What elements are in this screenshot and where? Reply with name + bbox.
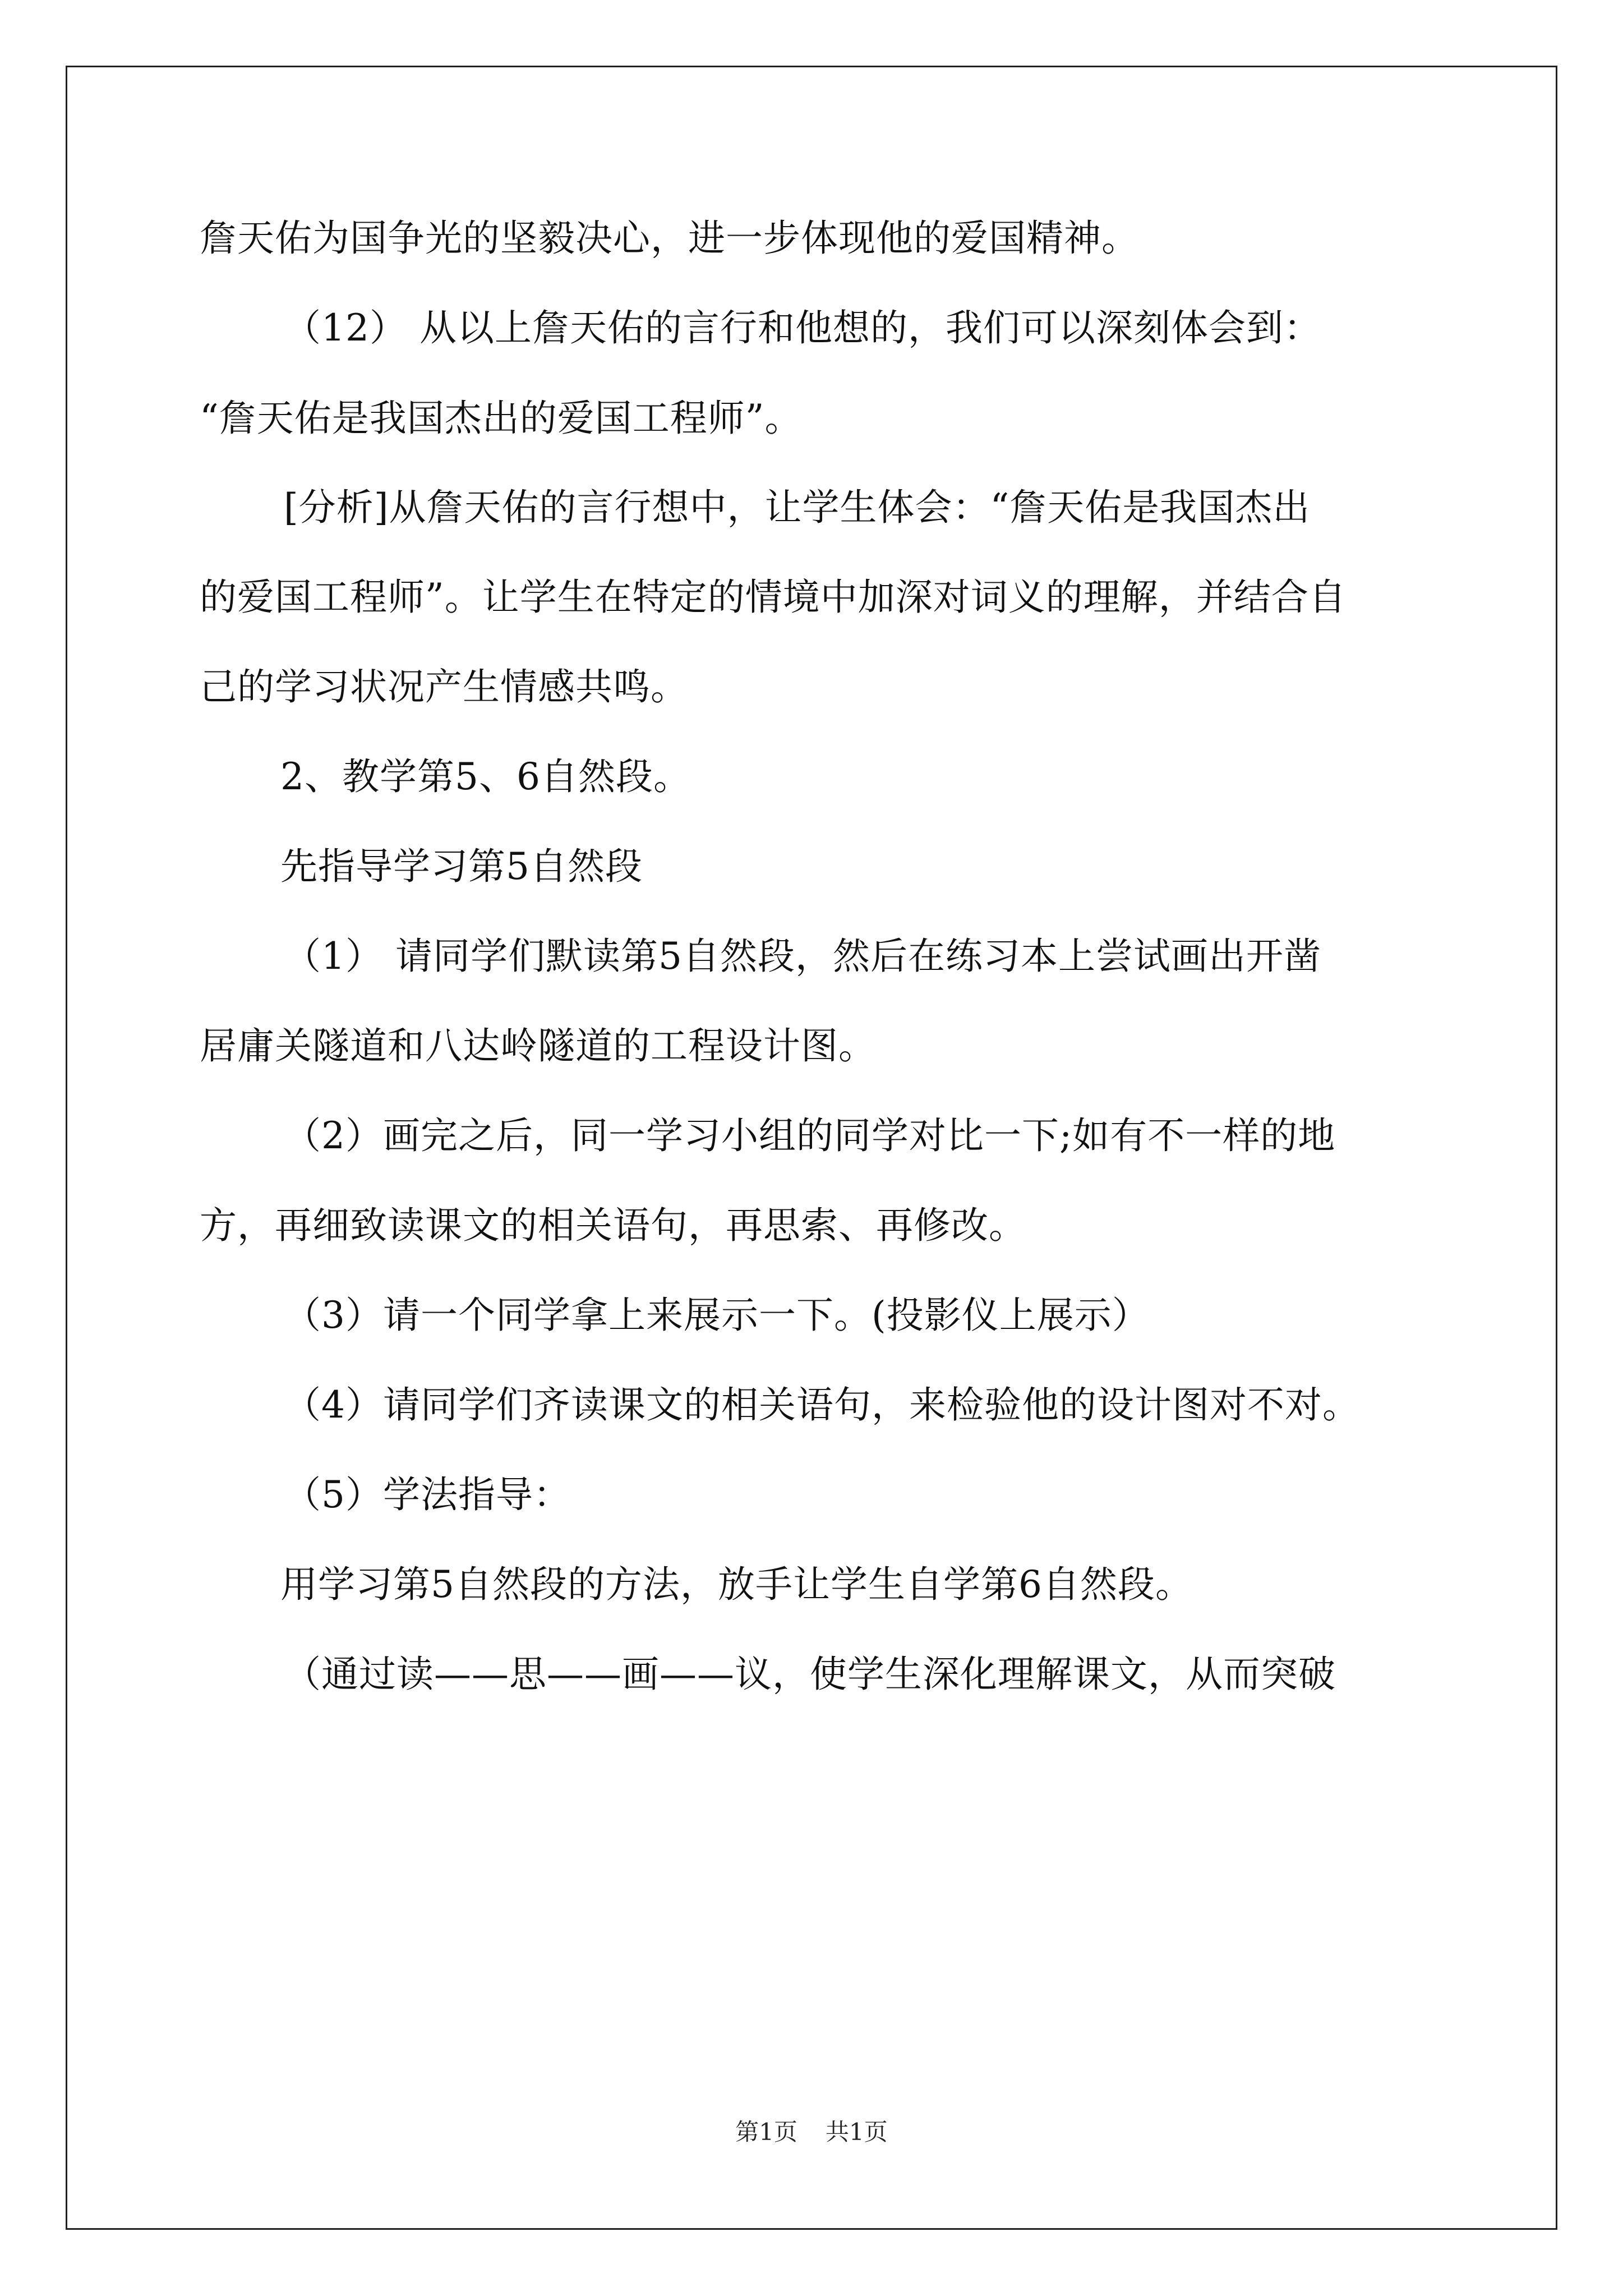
text-line-11: （2）画完之后，同一学习小组的同学对比一下;如有不一样的地: [284, 1114, 1336, 1157]
text-line-5: 的爱国工程师”。让学生在特定的情境中加深对词义的理解，并结合自: [200, 576, 1347, 619]
page-footer: [0, 2118, 1623, 2146]
text-line-3: “詹天佑是我国杰出的爱国工程师”。: [200, 397, 803, 440]
text-line-16: 用学习第5自然段的方法，放手让学生自学第6自然段。: [280, 1563, 1193, 1606]
text-line-8: 先指导学习第5自然段: [280, 845, 643, 888]
text-line-9: （1） 请同学们默读第5自然段，然后在练习本上尝试画出开凿: [284, 935, 1321, 978]
text-line-1: 詹天佑为国争光的坚毅决心，进一步体现他的爱国精神。: [200, 217, 1139, 260]
text-line-14: （4）请同学们齐读课文的相关语句，来检验他的设计图对不对。: [284, 1383, 1360, 1427]
text-line-6: 己的学习状况产生情感共鸣。: [200, 665, 688, 708]
text-line-4: [分析]从詹天佑的言行想中，让学生体会：“詹天佑是我国杰出: [284, 486, 1311, 529]
page-number-total: 共1页: [826, 2118, 888, 2146]
text-line-10: 居庸关隧道和八达岭隧道的工程设计图。: [200, 1024, 876, 1068]
text-line-13: （3）请一个同学拿上来展示一下。(投影仪上展示）: [284, 1294, 1150, 1337]
text-line-12: 方，再细致读课文的相关语句，再思索、再修改。: [200, 1204, 1026, 1247]
text-line-15: （5）学法指导：: [284, 1473, 571, 1516]
text-line-7: 2、教学第5、6自然段。: [280, 755, 691, 798]
text-line-2: （12） 从以上詹天佑的言行和他想的，我们可以深刻体会到：: [284, 306, 1321, 349]
page-number-current: 第1页: [735, 2118, 797, 2146]
text-line-17: （通过读——思——画——议，使学生深化理解课文，从而突破: [284, 1653, 1336, 1696]
